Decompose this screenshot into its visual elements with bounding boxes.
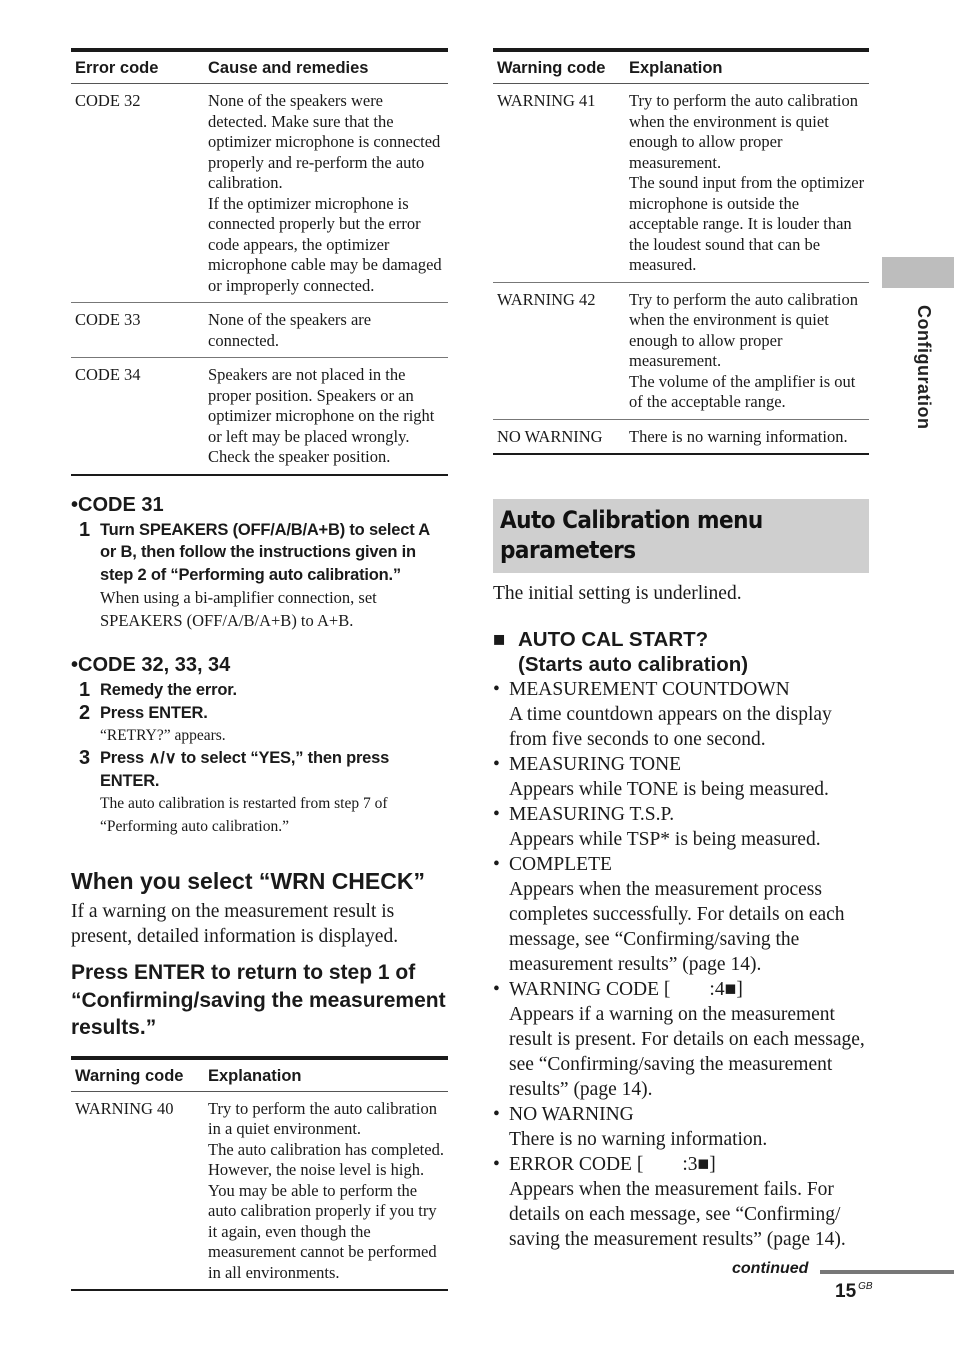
list-item xyxy=(493,1152,869,1252)
step-text: Remedy the error. xyxy=(100,681,237,699)
step-note: The auto calibration is restarted from step 7 of “Performing auto calibration.” xyxy=(100,795,388,835)
explanation-line: If the optimizer microphone is connected properly but the error code appears, the optimizer microphone cable may be damaged or improperly connected. xyxy=(208,193,442,295)
explanation-line: Try to perform the auto calibration when the environment is quiet enough to allow proper measurement. xyxy=(629,91,858,172)
explanation-line: None of the speakers are connected. xyxy=(208,310,372,350)
step-text: Press ∧/∨ to select “YES,” then press ENTER. xyxy=(100,749,390,790)
explanation-line: The volume of the amplifier is out of the acceptable range. xyxy=(629,371,856,411)
bullet-icon: • xyxy=(493,679,500,700)
explanation-cell xyxy=(625,84,869,283)
bullet-icon: • xyxy=(493,754,500,775)
step-item xyxy=(79,702,448,725)
explanation-line: The auto calibration has completed. However, the noise level is high. You may be able to perform the auto calibration properly if you try it again, even though the measurement cannot be performed in all environments. xyxy=(208,1139,444,1282)
continued-label: continued xyxy=(732,1260,809,1277)
param-desc: Appears when the measurement fails. For details on each message, see “Confirming/ saving the measurement results” (page 14). xyxy=(509,1179,846,1250)
step-number: 1 xyxy=(79,518,91,541)
step-number: 2 xyxy=(79,701,91,724)
param-desc: Appears if a warning on the measurement result is present. For details on each message, see “Confirming/saving the measurement results” (page 14). xyxy=(509,1004,865,1100)
list-item xyxy=(493,677,869,752)
param-desc: A time countdown appears on the display from five seconds to one second. xyxy=(509,704,832,750)
right-column xyxy=(493,48,869,1252)
bullet-icon: • xyxy=(493,979,500,1000)
wrn-check-instruction: Press ENTER to return to step 1 of “Confirming/saving the measurement results.” xyxy=(71,961,446,1039)
section-banner xyxy=(493,499,869,573)
param-desc: Appears while TONE is being measured. xyxy=(509,779,829,800)
table-header: Warning code xyxy=(71,1058,204,1092)
section-title-line2: parameters xyxy=(500,536,636,564)
continued-rule xyxy=(820,1270,954,1274)
code-cell: WARNING 42 xyxy=(493,282,625,419)
list-item xyxy=(493,852,869,977)
param-desc: Appears while TSP* is being measured. xyxy=(509,829,821,850)
left-column xyxy=(71,48,448,1291)
explanation-line: There is no warning information. xyxy=(629,426,848,446)
section-tab-marker xyxy=(882,257,954,288)
error-code-table xyxy=(71,48,448,476)
table-row xyxy=(71,358,448,475)
param-content xyxy=(509,852,869,977)
step-text: Turn SPEAKERS (OFF/A/B/A+B) to select A or B, then follow the instructions given in step 2 of “Performing auto calibration.” xyxy=(100,520,430,584)
code-cell: CODE 33 xyxy=(71,303,204,358)
param-desc: There is no warning information. xyxy=(509,1129,768,1150)
code31-steps xyxy=(71,519,448,633)
code-cell: WARNING 41 xyxy=(493,84,625,283)
code-cell: CODE 34 xyxy=(75,365,141,384)
table-row xyxy=(71,303,448,358)
param-label: ERROR CODE [ :3■] xyxy=(509,1154,716,1175)
warning-table-right xyxy=(493,48,869,455)
table-row xyxy=(493,282,869,419)
initial-setting-note: The initial setting is underlined. xyxy=(493,583,742,604)
bullet-icon: • xyxy=(493,1154,500,1175)
bullet-icon: • xyxy=(493,804,500,825)
code32-34-heading: •CODE 32, 33, 34 xyxy=(71,654,231,676)
step-note: “RETRY?” appears. xyxy=(100,727,226,744)
step-text: Press ENTER. xyxy=(100,703,208,722)
wrn-check-body: If a warning on the measurement result is present, detailed information is displayed. xyxy=(71,901,399,947)
step-note: When using a bi-amplifier connection, set SPEAKERS (OFF/A/B/A+B) to A+B. xyxy=(100,588,377,630)
param-list xyxy=(493,677,869,1252)
step-item xyxy=(79,679,448,702)
code-cell: CODE 32 xyxy=(71,84,204,303)
explanation-line: Try to perform the auto calibration in a quiet environment. xyxy=(208,1098,437,1138)
explanation-cell xyxy=(204,358,448,475)
list-item xyxy=(493,977,869,1102)
param-content xyxy=(509,677,869,752)
warning-table-left xyxy=(71,1056,448,1292)
step-item xyxy=(79,519,448,587)
param-label: MEASURING TONE xyxy=(509,754,682,775)
param-content xyxy=(509,802,869,852)
explanation-cell xyxy=(625,282,869,419)
table-header: Explanation xyxy=(625,50,869,84)
explanation-line: Try to perform the auto calibration when the environment is quiet enough to allow proper measurement. xyxy=(629,289,858,370)
param-label: MEASUREMENT COUNTDOWN xyxy=(509,679,790,700)
explanation-line: The sound input from the optimizer microphone is outside the acceptable range. It is louder than the loudest sound that can be measured. xyxy=(629,173,865,274)
param-label: NO WARNING xyxy=(509,1104,634,1125)
wrn-check-heading: When you select “WRN CHECK” xyxy=(71,868,425,894)
param-heading-line1: AUTO CAL START? xyxy=(518,628,709,651)
explanation-cell xyxy=(204,303,448,358)
step-item xyxy=(79,747,448,792)
param-label: MEASURING T.S.P. xyxy=(509,804,675,825)
bullet-icon: • xyxy=(493,1104,500,1125)
step-number: 1 xyxy=(79,679,91,701)
explanation-cell xyxy=(625,419,869,454)
section-title-line1: Auto Calibration menu xyxy=(500,506,763,534)
list-item xyxy=(493,802,869,852)
table-header: Error code xyxy=(71,50,204,84)
param-content xyxy=(509,977,869,1102)
table-row xyxy=(71,84,448,303)
param-label: COMPLETE xyxy=(509,854,612,875)
table-row xyxy=(493,84,869,283)
page-number-value: 15 xyxy=(835,1281,857,1302)
code-cell: WARNING 40 xyxy=(75,1098,174,1118)
code-cell: NO WARNING xyxy=(497,426,603,446)
param-heading xyxy=(493,627,869,677)
square-bullet-icon: ■ xyxy=(493,628,506,651)
explanation-cell xyxy=(204,84,448,303)
side-tab-label: Configuration xyxy=(914,305,934,430)
param-content xyxy=(509,1102,869,1152)
page-suffix: GB xyxy=(858,1281,873,1292)
page-number xyxy=(835,1281,873,1303)
table-header: Cause and remedies xyxy=(204,50,448,84)
explanation-cell xyxy=(204,1091,448,1290)
bullet-icon: • xyxy=(493,854,500,875)
param-content xyxy=(509,1152,869,1252)
explanation-line: None of the speakers were detected. Make sure that the optimizer microphone is connected properly and re-perform the auto calibration. xyxy=(208,91,441,192)
code31-heading: •CODE 31 xyxy=(71,493,164,516)
param-desc: Appears when the measurement process completes successfully. For details on each message, see “Confirming/saving the measurement results” (page 14). xyxy=(509,879,845,975)
code32-34-steps xyxy=(71,679,448,838)
table-header: Warning code xyxy=(493,50,625,84)
param-label: WARNING CODE [ :4■] xyxy=(509,979,743,1000)
explanation-line: Speakers are not placed in the proper position. Speakers or an optimizer microphone on the right or left may be placed wrongly. Check the speaker position. xyxy=(208,365,435,466)
param-heading-line2: (Starts auto calibration) xyxy=(518,653,749,676)
list-item xyxy=(493,1102,869,1152)
list-item xyxy=(493,752,869,802)
table-row xyxy=(71,1091,448,1290)
param-content xyxy=(509,752,869,802)
table-header: Explanation xyxy=(204,1058,448,1092)
table-row xyxy=(493,419,869,454)
step-number: 3 xyxy=(79,747,91,769)
